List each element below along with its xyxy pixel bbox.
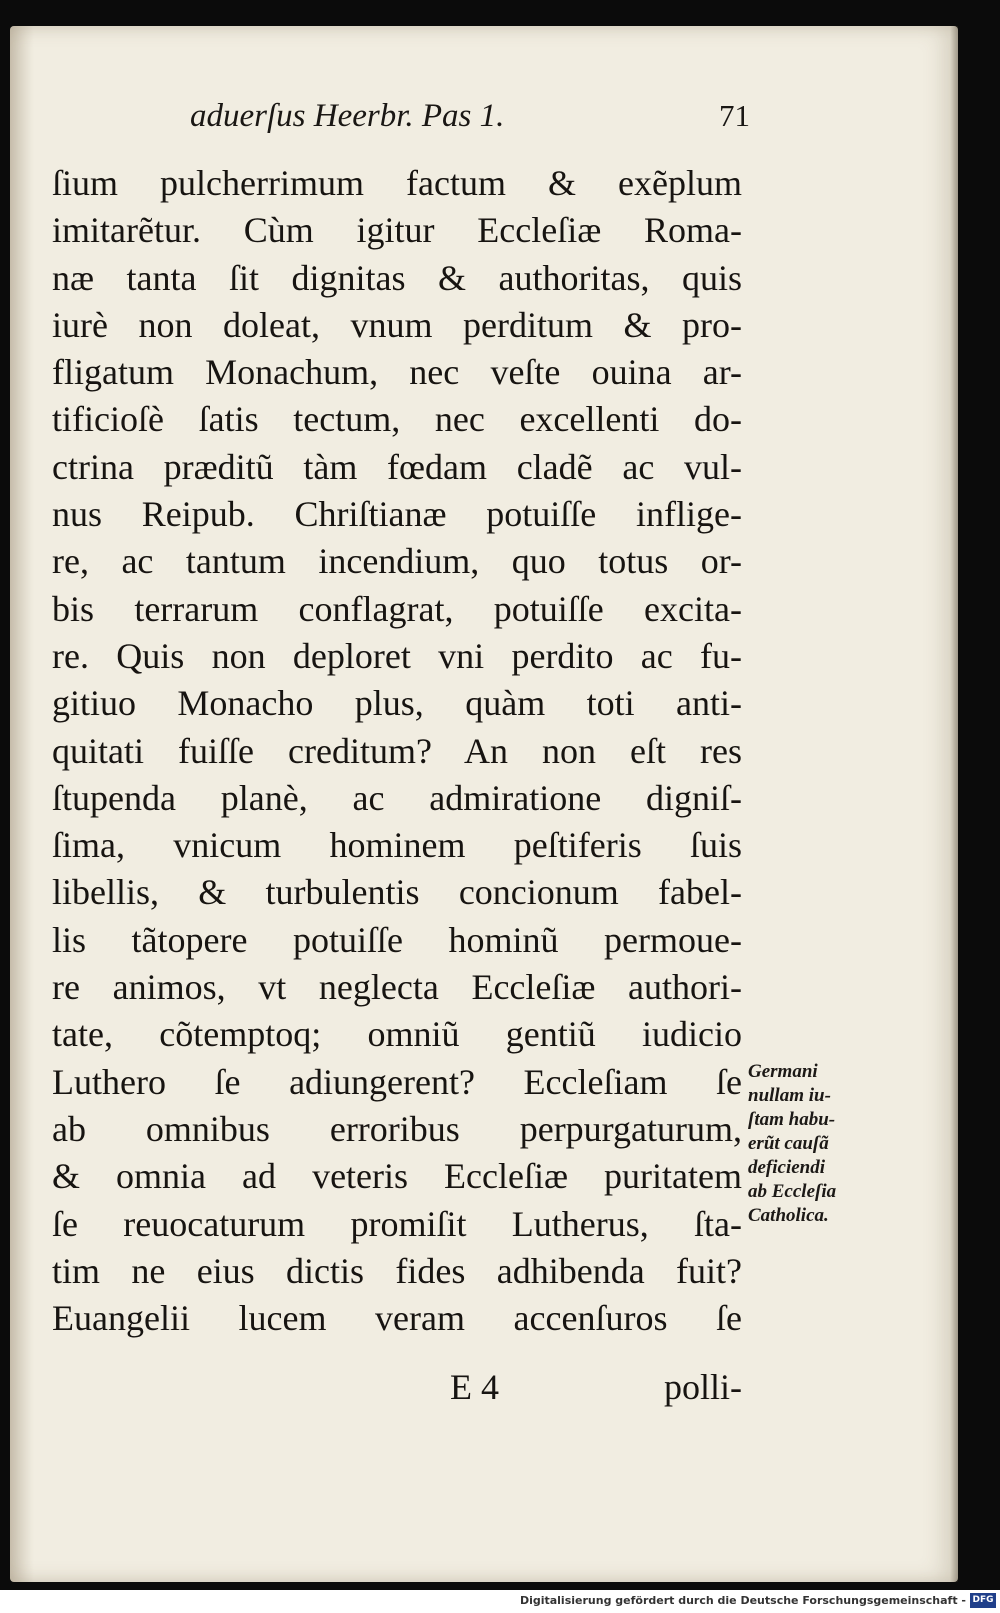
marginal-note: [748, 1060, 888, 1228]
body-line: ſtupenda planè, ac admiratione digniſ-: [52, 777, 742, 818]
body-line: ſima, vnicum hominem peſtiferis ſuis: [52, 825, 742, 866]
body-line: ſium pulcherrimum factum & exẽplum: [52, 163, 742, 203]
marginal-line: Germani: [748, 1061, 818, 1082]
running-head: [190, 98, 750, 148]
body-line: ab omnibus erroribus perpurgaturum,: [52, 1108, 742, 1149]
body-line: libellis, & turbulentis concionum fabel-: [52, 872, 742, 913]
body-line: re animos, vt neglecta Eccleſiæ authori-: [52, 967, 742, 1008]
body-line: ctrina præditũ tàm fœdam cladẽ ac vul-: [52, 446, 742, 487]
body-text: [52, 160, 742, 1342]
body-line: bis terrarum conflagrat, potuiſſe excita-: [52, 588, 742, 629]
body-line: tate, cõtemptoq; omniũ gentiũ iudicio: [52, 1014, 742, 1055]
body-line: re, ac tantum incendium, quo totus or-: [52, 541, 742, 582]
catchline: [52, 1366, 742, 1416]
dfg-logo: DFG: [970, 1593, 996, 1608]
signature-mark: E 4: [450, 1367, 499, 1407]
page-edge-shadow: [950, 26, 958, 1582]
footer-credit: Digitalisierung gefördert durch die Deutsche Forschungsgemeinschaft -: [519, 1594, 966, 1607]
body-line: næ tanta ſit dignitas & authoritas, quis: [52, 257, 742, 298]
running-title: aduerſus Heerbr. Pas 1.: [190, 98, 505, 134]
marginal-line: Catholica.: [748, 1205, 829, 1226]
body-line: Luthero ſe adiungerent? Eccleſiam ſe: [52, 1061, 742, 1102]
marginal-line: deficiendi: [748, 1157, 826, 1178]
body-line: re. Quis non deploret vni perdito ac fu-: [52, 635, 742, 676]
body-line: ſe reuocaturum promiſit Lutherus, ſta-: [52, 1203, 742, 1244]
body-line: lis tãtopere potuiſſe hominũ permoue-: [52, 919, 742, 960]
page-gutter-shadow: [10, 26, 34, 1582]
catchword: polli-: [664, 1367, 742, 1407]
body-line: imitarẽtur. Cùm igitur Eccleſiæ Roma-: [52, 210, 742, 251]
body-line: quitati fuiſſe creditum? An non eſt res: [52, 730, 742, 771]
body-line: nus Reipub. Chriſtianæ potuiſſe inflige-: [52, 494, 742, 535]
body-line: tim ne eius dictis fides adhibenda fuit?: [52, 1250, 742, 1291]
marginal-line: ab Eccleſia: [748, 1181, 837, 1202]
marginal-line: erũt cauſã: [748, 1133, 829, 1154]
marginal-line: ſtam habu-: [748, 1109, 836, 1130]
body-line: gitiuo Monacho plus, quàm toti anti-: [52, 683, 742, 724]
marginal-line: nullam iu-: [748, 1085, 831, 1106]
page-number: 71: [719, 98, 750, 133]
body-line: Euangelii lucem veram accenſuros ſe: [52, 1298, 742, 1339]
body-line: iurè non doleat, vnum perditum & pro-: [52, 304, 742, 345]
body-line: fligatum Monachum, nec veſte ouina ar-: [52, 352, 742, 393]
body-line: & omnia ad veteris Eccleſiæ puritatem: [52, 1156, 742, 1197]
digitization-footer: [0, 1590, 1000, 1613]
body-line: tificioſè ſatis tectum, nec excellenti do-: [52, 399, 742, 440]
